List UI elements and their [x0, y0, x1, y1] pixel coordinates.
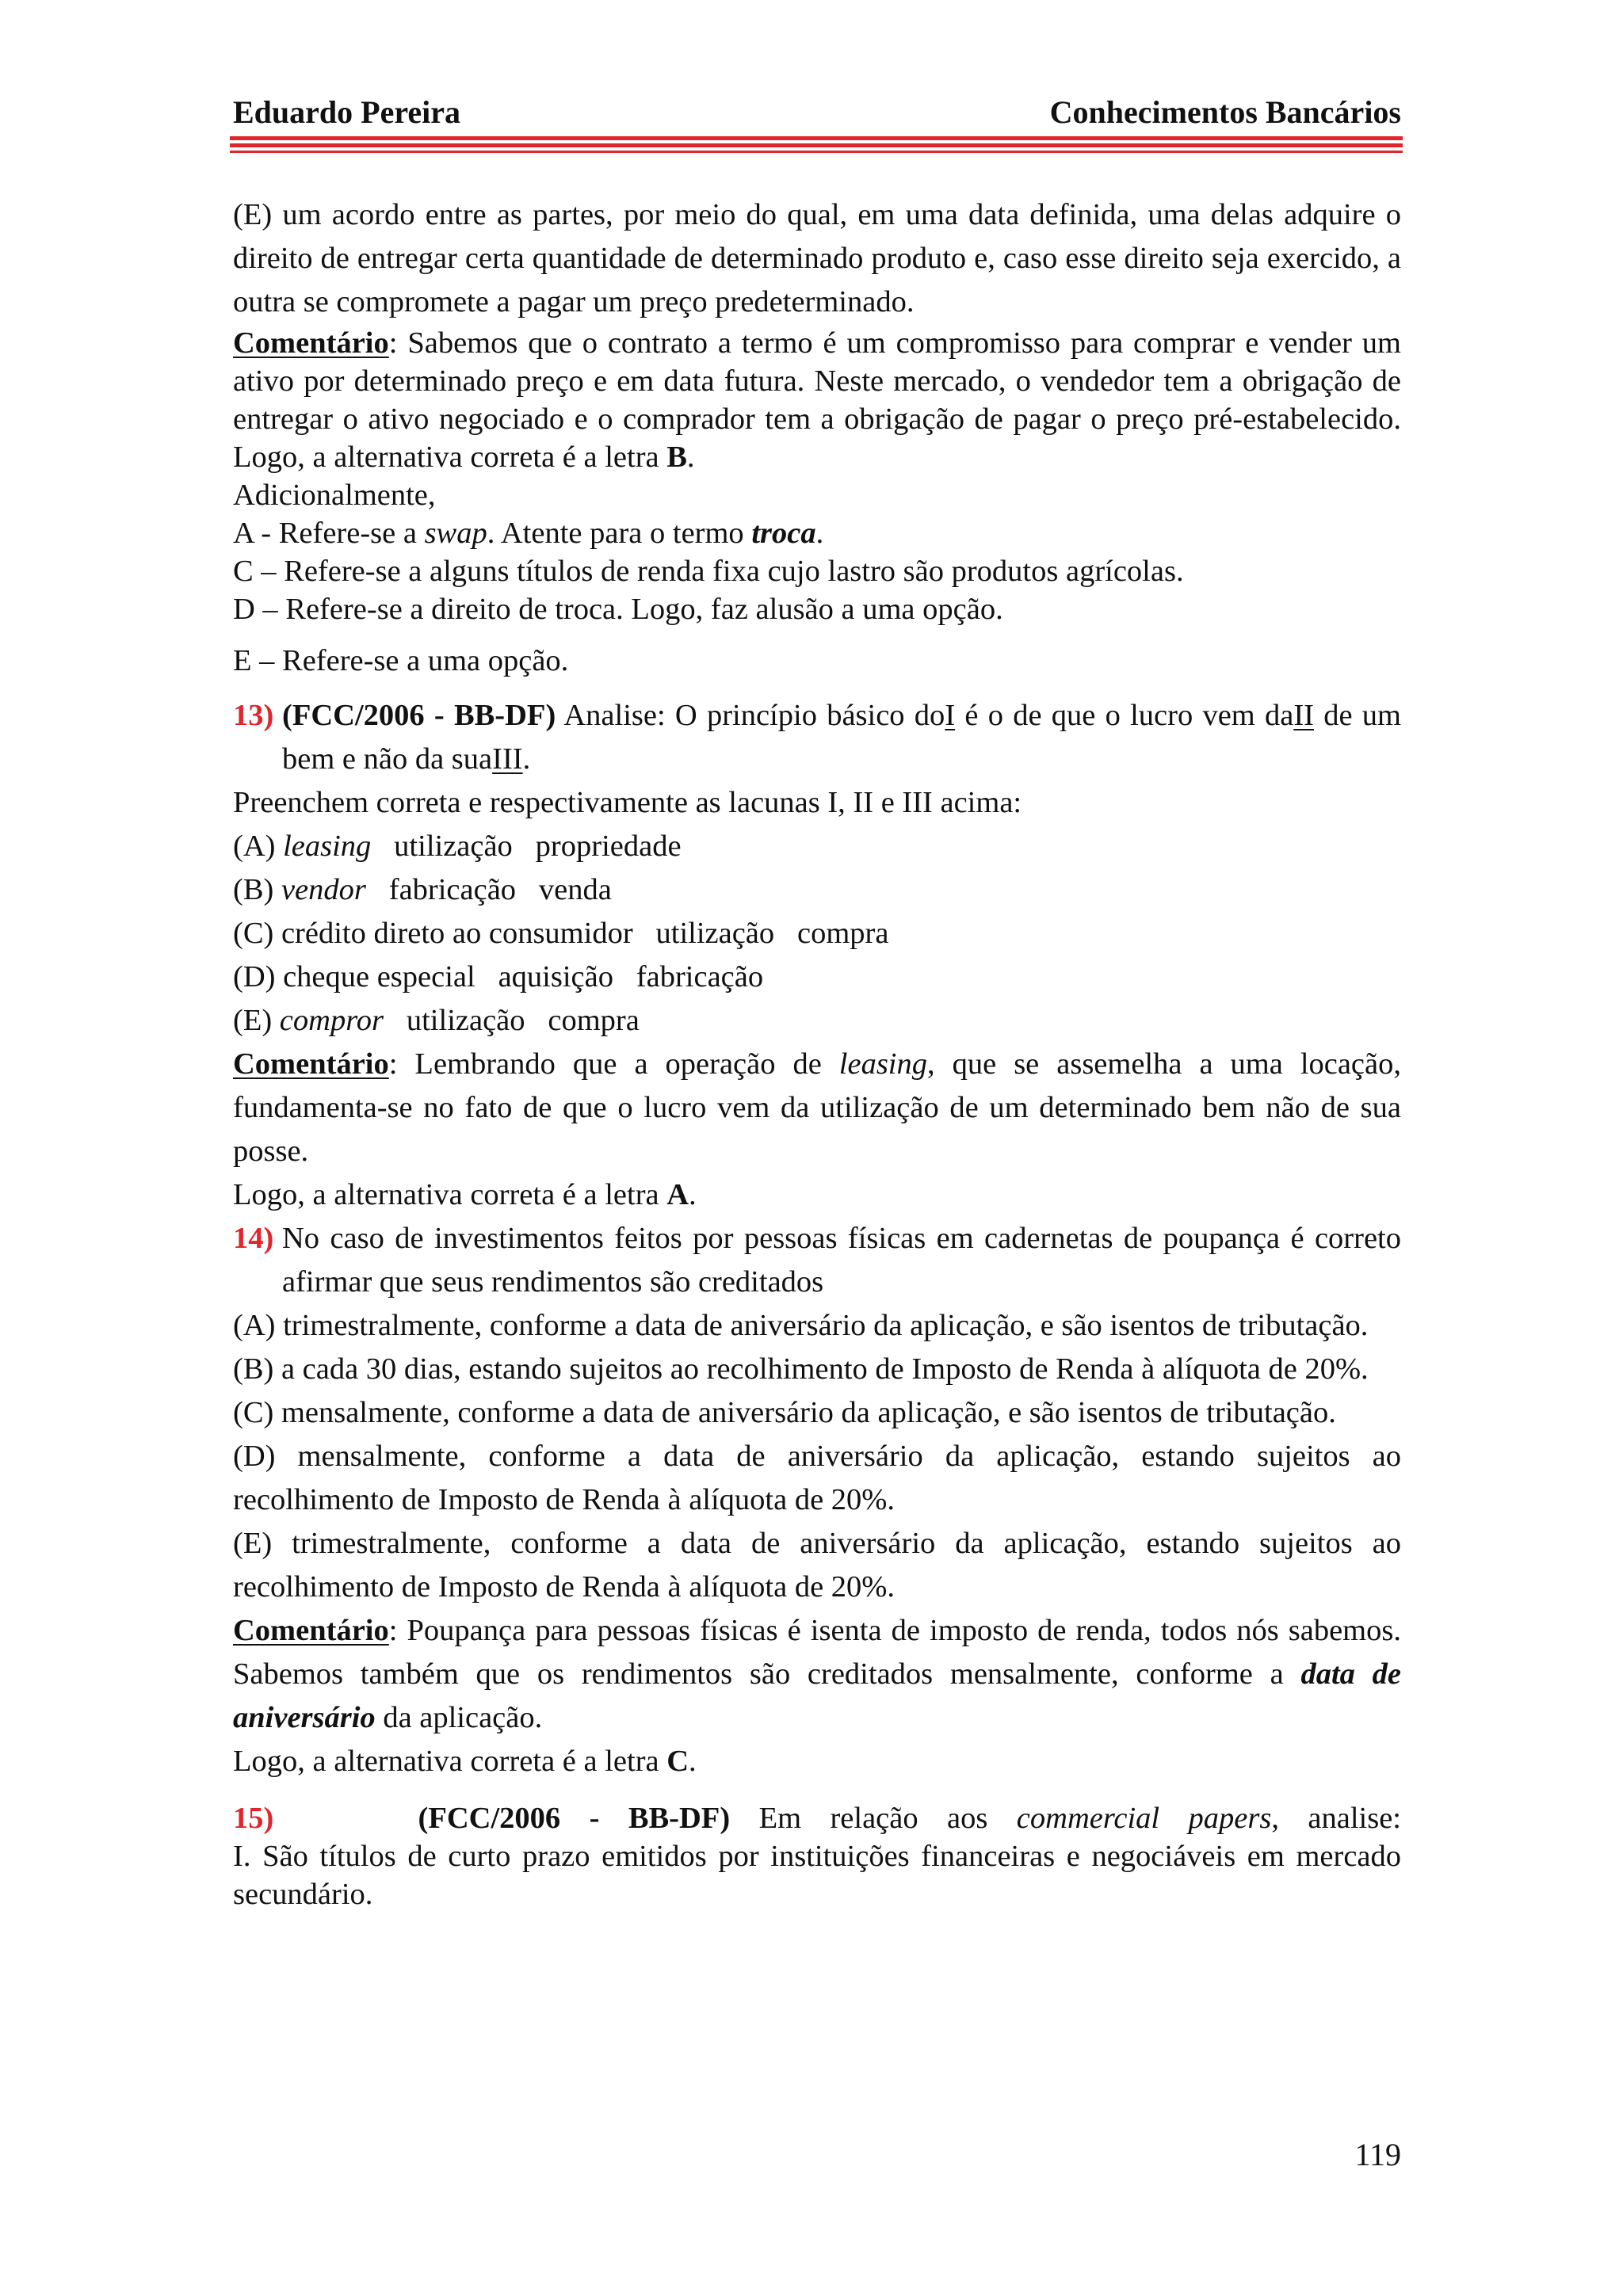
- comment-paragraph-1: Comentário: Sabemos que o contrato a termo é um compromisso para comprar e vender um ativo por determinado preço e em data futura. Neste mercado, o vendedor tem a obrigação de entregar o ativo negociado e o comprador tem a obrigação de pagar o preço pré-estabelecido. Logo, a alternativa correta é a letra B.: [233, 326, 1401, 474]
- page-content: [233, 193, 1401, 1913]
- header-author: Eduardo Pereira: [233, 94, 461, 130]
- additional-c: C – Refere-se a alguns títulos de renda fixa cujo lastro são produtos agrícolas.: [233, 555, 1184, 588]
- q13-answer: Logo, a alternativa correta é a letra A.: [233, 1178, 697, 1211]
- q13-option-a: (A) leasing utilização propriedade: [233, 830, 682, 863]
- header-subject: Conhecimentos Bancários: [1049, 94, 1401, 130]
- q15-item-1: I. São títulos de curto prazo emitidos por instituições financeiras e negociáveis em mercado secundário.: [233, 1840, 1401, 1911]
- question-number: 14): [233, 1222, 274, 1255]
- comment-label: Comentário: [233, 326, 389, 360]
- q14-comment: Comentário: Poupança para pessoas físicas é isenta de imposto de renda, todos nós sabemos. Sabemos também que os rendimentos são creditados mensalmente, conforme a data de aniversário da aplicação.: [233, 1614, 1401, 1734]
- question-13-prompt: Preenchem correta e respectivamente as lacunas I, II e III acima:: [233, 786, 1022, 819]
- q14-option-a: (A) trimestralmente, conforme a data de aniversário da aplicação, e são isentos de tributação.: [233, 1309, 1369, 1342]
- q13-option-c: (C) crédito direto ao consumidor utilização compra: [233, 917, 889, 950]
- page-header: [233, 93, 1401, 141]
- blank-iii: III: [492, 742, 523, 776]
- q14-option-d: (D) mensalmente, conforme a data de aniversário da aplicação, estando sujeitos ao recolhimento de Imposto de Renda à alíquota de 20%.: [233, 1440, 1401, 1516]
- comment-label: Comentário: [233, 1047, 389, 1081]
- question-source: (FCC/2006 - BB-DF): [418, 1802, 731, 1835]
- q13-option-b: (B) vendor fabricação venda: [233, 873, 612, 906]
- comment-text: : Sabemos que o contrato a termo é um compromisso para comprar e vender um ativo por determinado preço e em data futura. Neste mercado, o vendedor tem a obrigação de entregar o ativo negociado e o comprador tem a obrigação de pagar o preço pré-estabelecido. Logo, a alternativa correta é a letra: [233, 326, 1401, 474]
- question-number: 13): [233, 699, 274, 732]
- blank-ii: II: [1293, 699, 1314, 732]
- question-14: 14) No caso de investimentos feitos por pessoas físicas em cadernetas de poupança é correto afirmar que seus rendimentos são creditados: [233, 1217, 1401, 1304]
- q14-option-b: (B) a cada 30 dias, estando sujeitos ao recolhimento de Imposto de Renda à alíquota de 20%.: [233, 1352, 1369, 1386]
- q13-comment: Comentário: Lembrando que a operação de leasing, que se assemelha a uma locação, fundamenta-se no fato de que o lucro vem da utilização de um determinado bem não de sua posse.: [233, 1047, 1401, 1168]
- blank-i: I: [945, 699, 956, 732]
- question-15: 15) (FCC/2006 - BB-DF) Em relação aos commercial papers, analise:: [233, 1802, 1402, 1835]
- header-rule: [230, 136, 1403, 153]
- question-number: 15): [233, 1802, 274, 1835]
- option-e-previous: (E) um acordo entre as partes, por meio do qual, em uma data definida, uma delas adquire o direito de entregar certa quantidade de determinado produto e, caso esse direito seja exercido, a outra se compromete a pagar um preço predeterminado.: [233, 198, 1401, 318]
- q14-option-e: (E) trimestralmente, conforme a data de aniversário da aplicação, estando sujeitos ao recolhimento de Imposto de Renda à alíquota de 20%.: [233, 1527, 1401, 1604]
- q13-option-d: (D) cheque especial aquisição fabricação: [233, 960, 764, 994]
- question-13: 13) (FCC/2006 - BB-DF) Analise: O princípio básico doI é o de que o lucro vem daII de um bem e não da suaIII.: [233, 694, 1401, 781]
- additional-a: A - Refere-se a swap. Atente para o termo troca.: [233, 517, 824, 550]
- additional-e: E – Refere-se a uma opção.: [233, 644, 569, 677]
- comment-label: Comentário: [233, 1614, 389, 1647]
- comment-answer: B: [666, 441, 687, 474]
- q13-option-e: (E) compror utilização compra: [233, 1004, 640, 1037]
- q14-option-c: (C) mensalmente, conforme a data de aniversário da aplicação, e são isentos de tributação.: [233, 1396, 1336, 1429]
- additional-d: D – Refere-se a direito de troca. Logo, faz alusão a uma opção.: [233, 593, 1003, 626]
- page-number: 119: [1354, 2137, 1401, 2172]
- question-source: (FCC/2006 - BB-DF): [282, 699, 556, 732]
- additional-intro: Adicionalmente,: [233, 479, 436, 512]
- q14-answer: Logo, a alternativa correta é a letra C.: [233, 1745, 697, 1778]
